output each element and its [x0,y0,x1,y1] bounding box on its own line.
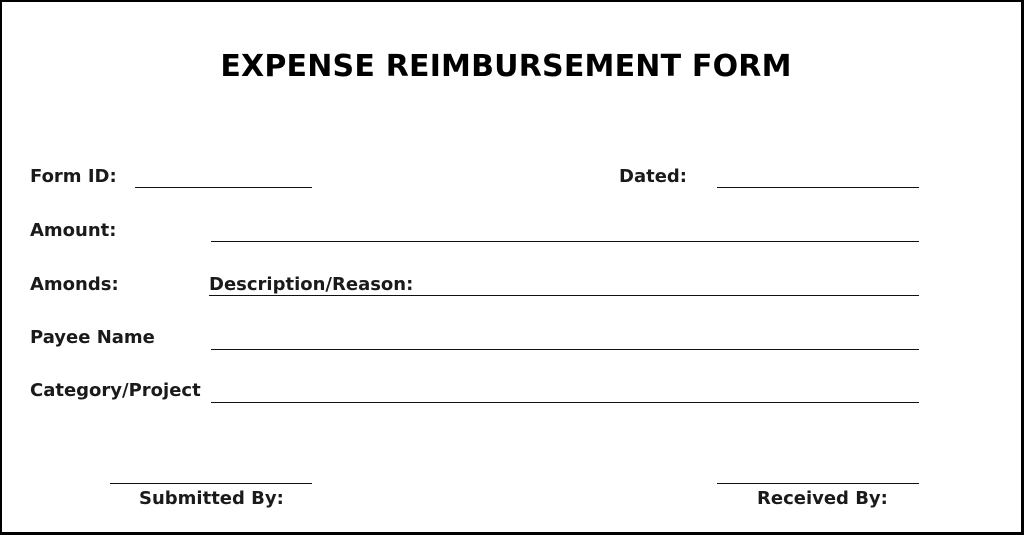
category-project-field-line[interactable] [211,402,919,403]
amount-label: Amount: [30,220,117,241]
form-title: EXPENSE REIMBURSEMENT FORM [220,49,792,84]
received-by-signature-line[interactable] [717,483,919,484]
submitted-by-label: Submitted By: [139,488,284,509]
received-by-label: Received By: [757,488,888,509]
dated-field-line[interactable] [717,187,919,188]
form-id-label: Form ID: [30,166,117,187]
description-label: Description/Reason: [209,274,414,295]
description-field-line[interactable] [209,295,919,296]
payee-name-field-line[interactable] [211,349,919,350]
dated-label: Dated: [619,166,687,187]
payee-name-label: Payee Name [30,327,155,348]
category-project-label: Category/Project [30,380,201,401]
submitted-by-signature-line[interactable] [110,483,312,484]
form-id-field-line[interactable] [135,187,312,188]
amount-field-line[interactable] [211,241,919,242]
amonds-label: Amonds: [30,274,119,295]
